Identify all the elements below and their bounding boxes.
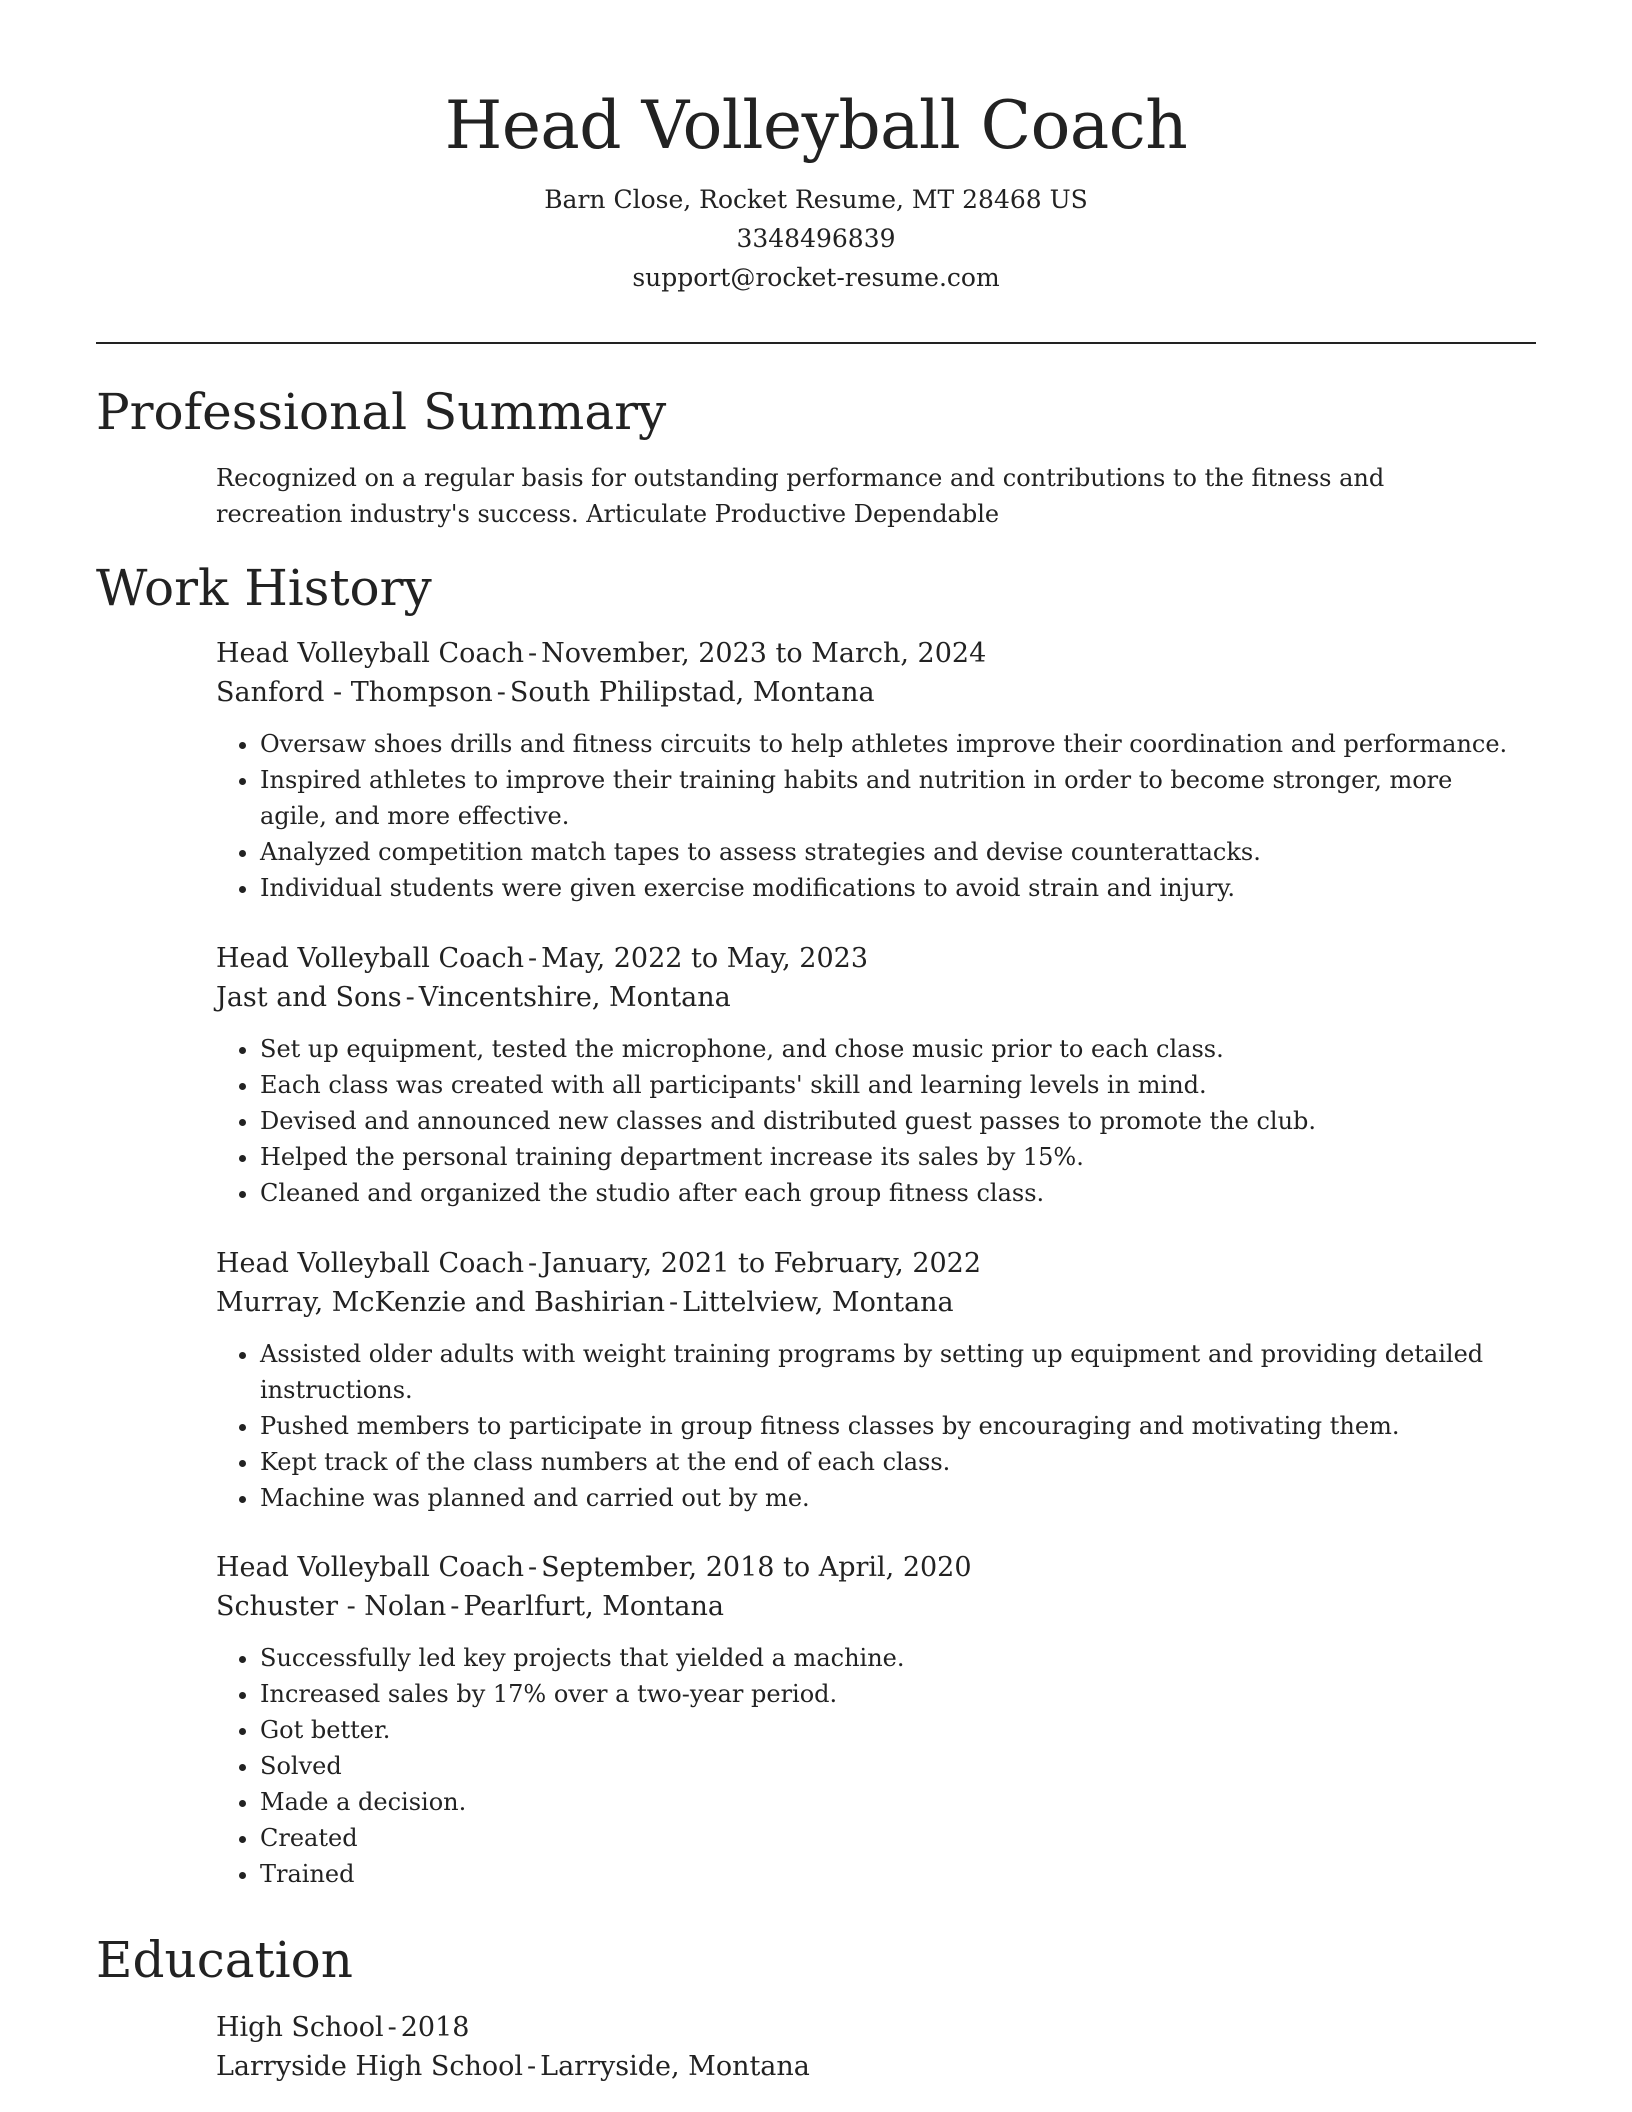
list-item: • Analyzed competition match tapes to assess strategies and devise counterattacks. [260, 834, 1516, 870]
job-location: Vincentshire, Montana [418, 982, 731, 1013]
job-company-line: Schuster - Nolan - Pearlfurt, Montana [216, 1591, 725, 1622]
email: support@rocket-resume.com [632, 263, 1000, 292]
job-position: Head Volleyball Coach [216, 1552, 525, 1583]
list-item: • Pushed members to participate in group fitness classes by encouraging and motivating them. [260, 1408, 1516, 1444]
job-company: Schuster - Nolan [216, 1591, 447, 1622]
job-position: Head Volleyball Coach [216, 943, 525, 974]
job-title-line: Head Volleyball Coach - May, 2022 to May, 2023 [216, 943, 869, 974]
phone: 3348496839 [736, 224, 896, 253]
job-entry-1 [216, 634, 1516, 906]
job-company: Sanford - Thompson [216, 677, 493, 708]
list-item: • Increased sales by 17% over a two-year period. [260, 1676, 1516, 1712]
list-item: • Inspired athletes to improve their training habits and nutrition in order to become stronger, more agile, and more effective. [260, 762, 1516, 834]
job-company-line: Jast and Sons - Vincentshire, Montana [216, 982, 731, 1013]
education-location: Larryside, Montana [540, 2051, 810, 2082]
list-item: • Assisted older adults with weight training programs by setting up equipment and providing detailed instructions. [260, 1336, 1516, 1408]
job-company-line: Sanford - Thompson - South Philipstad, Montana [216, 677, 875, 708]
education-year: 2018 [400, 2012, 470, 2043]
list-item: • Got better. [260, 1712, 1516, 1748]
list-item: • Successfully led key projects that yielded a machine. [260, 1640, 1516, 1676]
job-dates: January, 2021 to February, 2022 [541, 1248, 982, 1279]
job-location: Pearlfurt, Montana [463, 1591, 725, 1622]
job-entry-4 [216, 1548, 1516, 1892]
list-item: • Cleaned and organized the studio after each group fitness class. [260, 1175, 1516, 1211]
list-item: • Solved [260, 1748, 1516, 1784]
job-bullets [216, 1031, 1516, 1211]
job-title-line: Head Volleyball Coach - November, 2023 to March, 2024 [216, 638, 987, 669]
job-dates: May, 2022 to May, 2023 [541, 943, 869, 974]
list-item: • Devised and announced new classes and distributed guest passes to promote the club. [260, 1103, 1516, 1139]
job-dates: September, 2018 to April, 2020 [541, 1552, 972, 1583]
education-degree-line: High School - 2018 [216, 2012, 470, 2043]
list-item: • Created [260, 1820, 1516, 1856]
job-entry-2 [216, 939, 1516, 1211]
job-title-line: Head Volleyball Coach - September, 2018 to April, 2020 [216, 1552, 972, 1583]
address: Barn Close, Rocket Resume, MT 28468 US [544, 185, 1088, 214]
header-divider [96, 342, 1536, 344]
job-company-line: Murray, McKenzie and Bashirian - Littelview, Montana [216, 1287, 954, 1318]
job-company: Murray, McKenzie and Bashirian [216, 1287, 665, 1318]
list-item: • Trained [260, 1856, 1516, 1892]
list-item: • Machine was planned and carried out by me. [260, 1480, 1516, 1516]
job-dates: November, 2023 to March, 2024 [541, 638, 987, 669]
job-location: Littelview, Montana [682, 1287, 954, 1318]
list-item: • Each class was created with all participants' skill and learning levels in mind. [260, 1067, 1516, 1103]
education-school-line: Larryside High School - Larryside, Montana [216, 2051, 810, 2082]
job-bullets [216, 1640, 1516, 1892]
list-item: • Set up equipment, tested the microphone, and chose music prior to each class. [260, 1031, 1516, 1067]
job-title-line: Head Volleyball Coach - January, 2021 to February, 2022 [216, 1248, 982, 1279]
job-bullets [216, 1336, 1516, 1516]
job-company: Jast and Sons [216, 982, 402, 1013]
education-school: Larryside High School [216, 2051, 524, 2082]
list-item: • Made a decision. [260, 1784, 1516, 1820]
contact-block [0, 180, 1632, 297]
resume-header [0, 0, 1632, 297]
education-heading: Education [96, 1931, 353, 1989]
summary-heading: Professional Summary [96, 383, 667, 441]
job-bullets [216, 726, 1516, 906]
job-position: Head Volleyball Coach [216, 1248, 525, 1279]
summary-text: Recognized on a regular basis for outstanding performance and contributions to the fitness and recreation industry's success. Articulate Productive Dependable [216, 464, 1385, 528]
candidate-name: Head Volleyball Coach [444, 87, 1188, 164]
list-item: • Helped the personal training department increase its sales by 15%. [260, 1139, 1516, 1175]
job-location: South Philipstad, Montana [509, 677, 875, 708]
list-item: • Kept track of the class numbers at the end of each class. [260, 1444, 1516, 1480]
list-item: • Oversaw shoes drills and fitness circuits to help athletes improve their coordination and performance. [260, 726, 1516, 762]
list-item: • Individual students were given exercise modifications to avoid strain and injury. [260, 870, 1516, 906]
education-degree: High School [216, 2012, 384, 2043]
education-entry [216, 2008, 1516, 2086]
job-position: Head Volleyball Coach [216, 638, 525, 669]
job-entry-3 [216, 1244, 1516, 1516]
work-history-heading: Work History [96, 559, 432, 617]
